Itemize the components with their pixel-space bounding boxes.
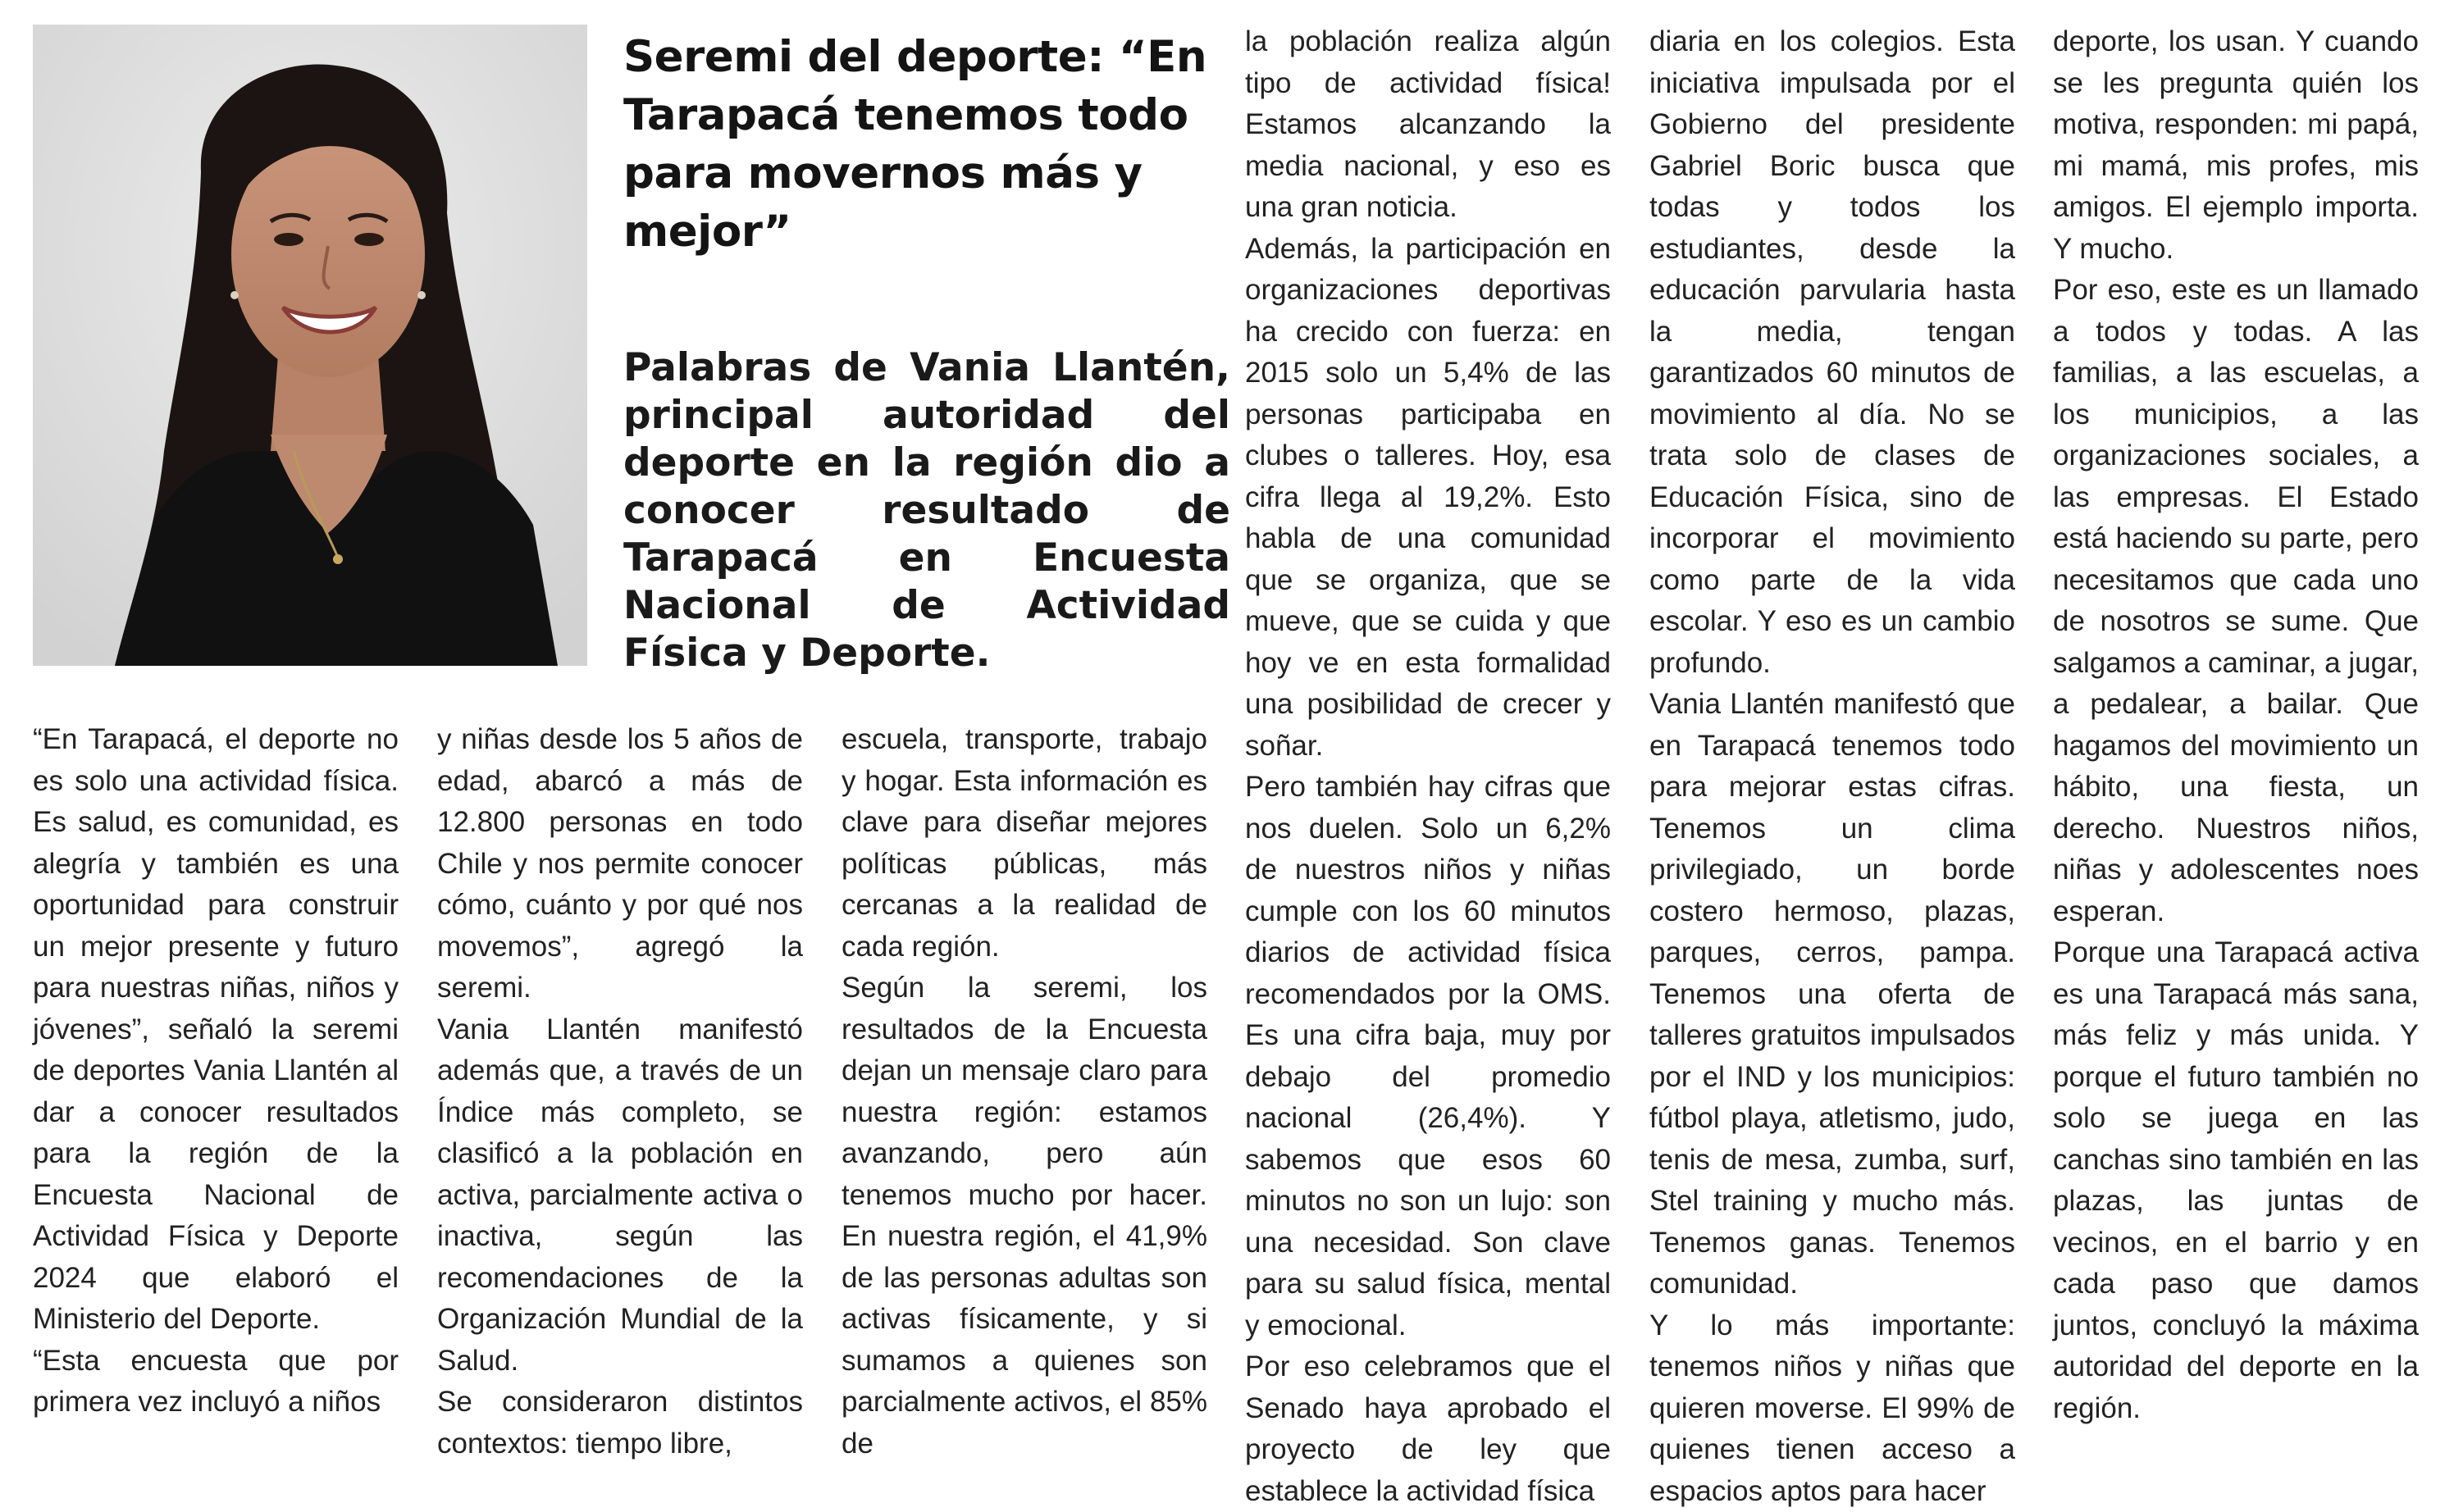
paragraph: Además, la participación en organizaciones deportivas ha crecido con fuerza: en 2015 solo un 5,4% de las personas participaba en clubes o talleres. Hoy, esa cifra llega al 19,2%. Esto habla de una comunidad que se organiza, que se mueve, que se cuida y que hoy ve en esta formalidad una posibilidad de crecer y soñar.: [1245, 229, 1611, 767]
text-column-2: [437, 719, 803, 1464]
paragraph: deporte, los usan. Y cuando se les pregunta quién los motiva, responden: mi papá, mi mamá, mis profes, mis amigos. El ejemplo importa. Y mucho.: [2053, 21, 2419, 270]
paragraph: “Esta encuesta que por primera vez incluyó a niños: [33, 1341, 399, 1423]
paragraph: Porque una Tarapacá activa es una Tarapacá más sana, más feliz y más unida. Y porque el futuro también no solo se juega en las canchas sino también en las plazas, las juntas de vecinos, en el barrio y en cada paso que damos juntos, concluyó la máxima autoridad del deporte en la región.: [2053, 932, 2419, 1429]
text-column-3: [842, 719, 1207, 1464]
portrait-photo: [33, 25, 587, 666]
paragraph: diaria en los colegios. Esta iniciativa impulsada por el Gobierno del presidente Gabriel Boric busca que todas y todos los estudiantes, desde la educación parvularia hasta la media, tengan garantizados 60 minutos de movimiento al día. No se trata solo de clases de Educación Física, sino de incorporar el movimiento como parte de la vida escolar. Y eso es un cambio profundo.: [1649, 21, 2015, 684]
text-column-6: [2053, 21, 2419, 1429]
paragraph: Vania Llantén manifestó que en Tarapacá tenemos todo para mejorar estas cifras. Tenemos un clima privilegiado, un borde costero hermoso, plazas, parques, cerros, pampa. Tenemos una oferta de talleres gratuitos impulsados por el IND y los municipios: fútbol playa, atletismo, judo, tenis de mesa, zumba, surf, Stel training y mucho más. Tenemos ganas. Tenemos comunidad.: [1649, 684, 2015, 1305]
paragraph: Se consideraron distintos contextos: tiempo libre,: [437, 1382, 803, 1464]
paragraph: Y lo más importante: tenemos niños y niñas que quieren moverse. El 99% de quienes tienen acceso a espacios aptos para hacer: [1649, 1305, 2015, 1512]
headline: Seremi del deporte: “En Tarapacá tenemos todo para movernos más y mejor”: [623, 28, 1214, 261]
paragraph: Por eso, este es un llamado a todos y todas. A las familias, a las escuelas, a los municipios, a las organizaciones sociales, a las empresas. El Estado está haciendo su parte, pero necesitamos que cada uno de nosotros se sume. Que salgamos a caminar, a jugar, a pedalear, a bailar. Que hagamos del movimiento un hábito, una fiesta, un derecho. Nuestros niños, niñas y adolescentes noes esperan.: [2053, 270, 2419, 932]
paragraph: Vania Llantén manifestó además que, a través de un Índice más completo, se clasificó a la población en activa, parcialmente activa o inactiva, según las recomendaciones de la Organización Mundial de la Salud.: [437, 1009, 803, 1382]
paragraph: y niñas desde los 5 años de edad, abarcó a más de 12.800 personas en todo Chile y nos permite conocer cómo, cuánto y por qué nos movemos”, agregó la seremi.: [437, 719, 803, 1009]
paragraph: Según la seremi, los resultados de la Encuesta dejan un mensaje claro para nuestra región: estamos avanzando, pero aún tenemos mucho por hacer. En nuestra región, el 41,9% de las personas adultas son activas físicamente, y si sumamos a quienes son parcialmente activos, el 85% de: [842, 968, 1207, 1464]
deck-subtitle: Palabras de Vania Llantén, principal autoridad del deporte en la región dio a conocer resultado de Tarapacá en Encuesta Nacional de Actividad Física y Deporte.: [623, 344, 1230, 677]
paragraph: Pero también hay cifras que nos duelen. Solo un 6,2% de nuestros niños y niñas cumple con los 60 minutos diarios de actividad física recomendados por la OMS. Es una cifra baja, muy por debajo del promedio nacional (26,4%). Y sabemos que esos 60 minutos no son un lujo: son una necesidad. Son clave para su salud física, mental y emocional.: [1245, 767, 1611, 1346]
portrait-photo-icon: [33, 25, 587, 666]
text-column-4: [1245, 21, 1611, 1512]
paragraph: la población realiza algún tipo de actividad física! Estamos alcanzando la media nacional, y eso es una gran noticia.: [1245, 21, 1611, 229]
paragraph: Por eso celebramos que el Senado haya aprobado el proyecto de ley que establece la actividad física: [1245, 1346, 1611, 1512]
text-column-5: [1649, 21, 2015, 1512]
paragraph: escuela, transporte, trabajo y hogar. Esta información es clave para diseñar mejores políticas públicas, más cercanas a la realidad de cada región.: [842, 719, 1207, 968]
paragraph: “En Tarapacá, el deporte no es solo una actividad física. Es salud, es comunidad, es alegría y también es una oportunidad para construir un mejor presente y futuro para nuestras niñas, niños y jóvenes”, señaló la seremi de deportes Vania Llantén al dar a conocer resultados para la región de la Encuesta Nacional de Actividad Física y Deporte 2024 que elaboró el Ministerio del Deporte.: [33, 719, 399, 1341]
text-column-1: [33, 719, 399, 1423]
